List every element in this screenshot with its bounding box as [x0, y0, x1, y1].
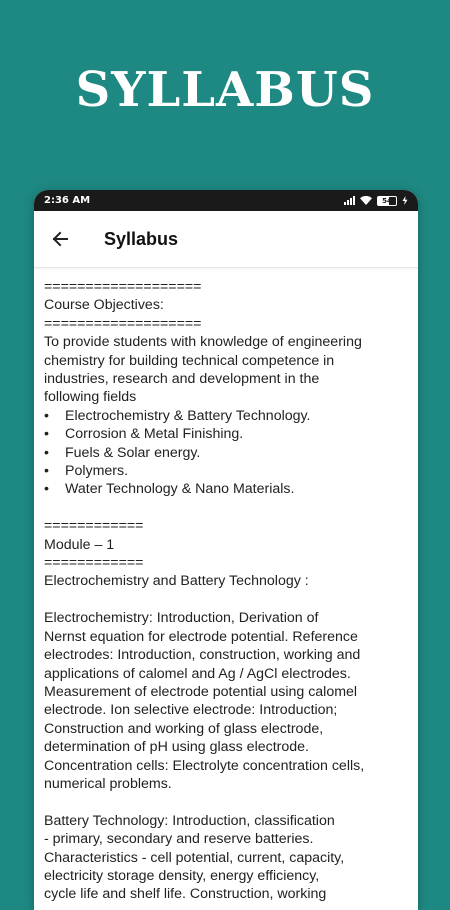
promo-headline: SYLLABUS	[75, 62, 375, 118]
battery-level: 54	[382, 196, 392, 205]
objective-text: Polymers.	[65, 463, 129, 480]
module-heading: Module – 1	[44, 536, 115, 553]
body-line: applications of calomel and Ag / AgCl electrodes.	[44, 665, 351, 682]
separator-line: ===================	[44, 315, 202, 332]
intro-line: To provide students with knowledge of engineering	[44, 334, 362, 351]
section-heading: Course Objectives:	[44, 297, 164, 314]
charging-icon	[402, 196, 408, 205]
body-line: electrode. Ion selective electrode: Introduction;	[44, 702, 338, 719]
body-line: Electrochemistry: Introduction, Derivation of	[44, 610, 319, 627]
objective-text: Fuels & Solar energy.	[65, 444, 201, 461]
body-line: Nernst equation for electrode potential. Reference	[44, 628, 358, 645]
body-line: Measurement of electrode potential using calomel	[44, 683, 358, 700]
separator-line: ============	[44, 555, 144, 572]
objective-item: • Water Technology & Nano Materials.	[44, 481, 295, 498]
wifi-icon	[360, 196, 372, 205]
phone-screen	[34, 190, 418, 910]
battery-icon	[377, 196, 397, 206]
body-line: determination of pH using glass electrode.	[44, 739, 309, 756]
objective-item: • Polymers.	[44, 463, 129, 480]
signal-icon	[344, 196, 355, 205]
status-bar	[34, 190, 418, 211]
spacer	[44, 499, 406, 517]
objective-text: Electrochemistry & Battery Technology.	[65, 407, 311, 424]
spacer	[44, 793, 406, 811]
body-line: cycle life and shelf life. Construction, working	[44, 886, 327, 903]
body-line: electricity storage density, energy efficiency,	[44, 867, 320, 884]
body-line: numerical problems.	[44, 775, 172, 792]
app-bar	[34, 211, 418, 268]
separator-line: ===================	[44, 279, 202, 295]
body-line: Battery Technology: Introduction, classification	[44, 812, 335, 829]
body-line: Concentration cells: Electrolyte concentration cells,	[44, 757, 365, 774]
body-line: electrodes: Introduction, construction, working and	[44, 647, 361, 664]
body-line: Characteristics - cell potential, current, capacity,	[44, 849, 345, 866]
status-icons	[344, 196, 408, 206]
objective-item: • Corrosion & Metal Finishing.	[44, 426, 244, 443]
objective-text: Water Technology & Nano Materials.	[65, 481, 295, 498]
module-title: Electrochemistry and Battery Technology :	[44, 573, 309, 590]
body-line: - primary, secondary and reserve batteries.	[44, 831, 314, 848]
back-button[interactable]	[34, 211, 86, 267]
status-time: 2:36 AM	[44, 195, 91, 206]
page-title: Syllabus	[104, 228, 179, 249]
separator-line: ============	[44, 518, 144, 535]
objective-text: Corrosion & Metal Finishing.	[65, 426, 244, 443]
body-line: Construction and working of glass electrode,	[44, 720, 324, 737]
intro-line: following fields	[44, 389, 137, 406]
intro-line: industries, research and development in the	[44, 371, 320, 388]
objective-item: • Electrochemistry & Battery Technology.	[44, 407, 311, 424]
syllabus-content[interactable]	[34, 268, 418, 904]
spacer	[44, 591, 406, 609]
objective-item: • Fuels & Solar energy.	[44, 444, 201, 461]
arrow-back-icon	[51, 230, 69, 248]
intro-line: chemistry for building technical competence in	[44, 352, 335, 369]
